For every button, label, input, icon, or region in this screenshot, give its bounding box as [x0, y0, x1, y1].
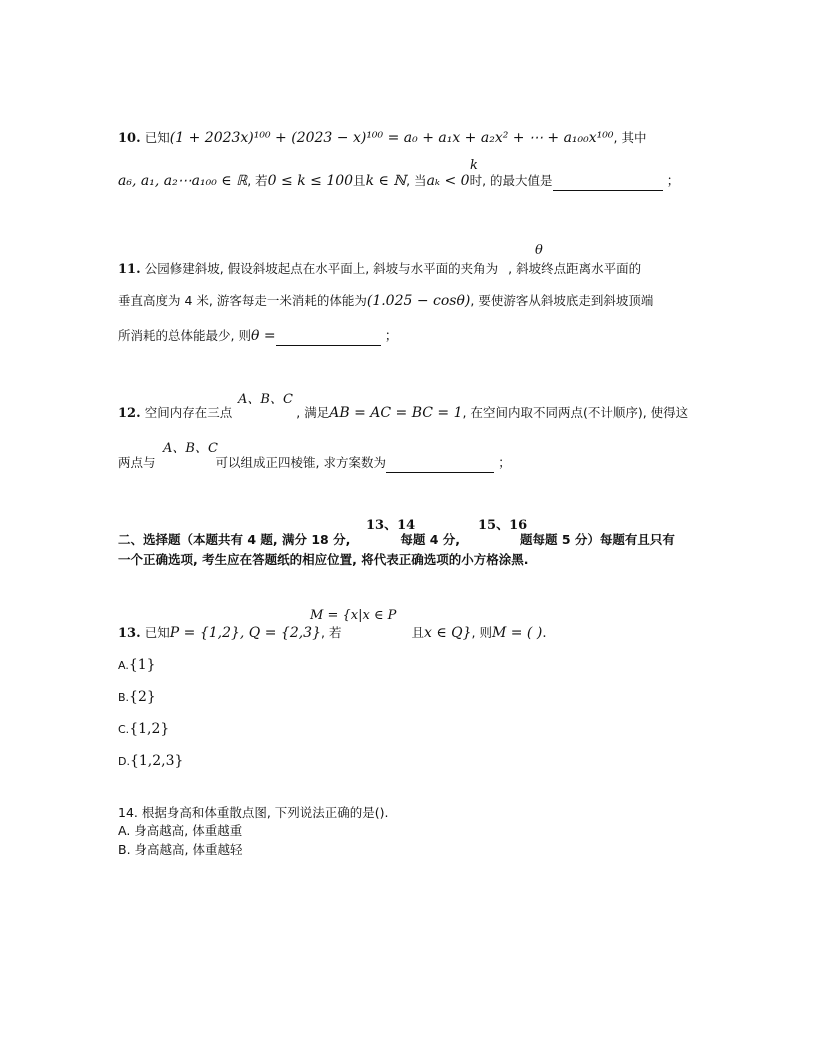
q10-math: a₆, a₁, a₂⋯a₁₀₀ ∈ ℝ	[118, 173, 248, 189]
q11-text: , 斜坡终点距离水平面的	[508, 261, 642, 276]
section2-text: 二、选择题（本题共有 4 题, 满分 18 分,	[118, 532, 351, 547]
q11-text: 所消耗的总体能最少, 则	[118, 328, 251, 343]
q10-math: aₖ < 0	[426, 173, 470, 189]
q12-math: AB = AC = BC = 1	[329, 405, 463, 421]
q10-line2	[118, 172, 680, 191]
q12-text: , 在空间内取不同两点(不计顺序), 使得这	[462, 405, 689, 420]
q10-text: 已知	[144, 130, 170, 145]
q10-text: , 若	[247, 173, 268, 188]
q10-text: 且	[353, 173, 366, 188]
q11-math: (1.025 − cosθ)	[366, 293, 471, 309]
q11-text: 垂直高度为 4 米, 游客每走一米消耗的体能为	[118, 293, 367, 308]
q12-number: 12.	[118, 406, 141, 421]
q11-text: , 要使游客从斜坡底走到斜坡顶端	[470, 293, 654, 308]
q13-text: , 若	[321, 625, 342, 640]
q14-option-b[interactable]: B. 身高越高, 体重越轻	[118, 842, 243, 857]
q10-math: k ∈ ℕ	[365, 173, 407, 189]
section2-text: 题每题 5 分）每题有且只有	[520, 532, 675, 547]
section2-q13-14: 13、14	[366, 518, 416, 533]
q11-theta-label: θ	[535, 243, 543, 258]
q13-stem	[118, 624, 546, 643]
option-value: {2}	[129, 689, 156, 705]
q14-stem: 14. 根据身高和体重散点图, 下列说法正确的是().	[118, 805, 389, 820]
q12-points-label: A、B、C	[163, 441, 218, 456]
q10-equation: (1 + 2023x)¹⁰⁰ + (2023 − x)¹⁰⁰ = a₀ + a₁x + a₂x² + ⋯ + a₁₀₀x¹⁰⁰	[169, 130, 614, 146]
q10-answer-blank[interactable]	[553, 176, 663, 191]
q12-line2	[118, 454, 511, 473]
option-value: {1,2,3}	[129, 753, 184, 769]
q14-option-a[interactable]: A. 身高越高, 体重越重	[118, 823, 243, 838]
section2-text: 每题 4 分,	[400, 532, 461, 547]
q11-text: 公园修建斜坡, 假设斜坡起点在水平面上, 斜坡与水平面的夹角为	[144, 261, 499, 276]
q13-math: P = {1,2}, Q = {2,3}	[169, 625, 321, 641]
q11-line2	[118, 292, 653, 311]
option-label: B.	[118, 691, 130, 704]
option-value: {1,2}	[129, 721, 170, 737]
q12-points-label: A、B、C	[238, 392, 293, 407]
q10-end: ；	[666, 174, 680, 189]
section2-line1	[118, 531, 675, 549]
q13-math: x ∈ Q}	[423, 625, 472, 641]
q13-option-c[interactable]	[118, 720, 169, 739]
section2-line2: 一个正确选项, 考生应在答题纸的相应位置, 将代表正确选项的小方格涂黑.	[118, 552, 529, 567]
q13-answer-paren: M = ( )	[491, 625, 543, 641]
q11-line1	[118, 260, 641, 279]
q13-set-definition: M = {x|x ∈ P	[310, 608, 397, 623]
q10-text: , 其中	[613, 130, 647, 145]
q10-math: 0 ≤ k ≤ 100	[267, 173, 354, 189]
q13-text: , 则	[471, 625, 492, 640]
q11-line3	[118, 327, 398, 346]
q10-text: 的最大值是	[486, 173, 553, 188]
option-label: C.	[118, 723, 130, 736]
q12-text: 可以组成正四棱锥, 求方案数为	[215, 455, 386, 470]
q13-option-a[interactable]	[118, 656, 156, 675]
q11-number: 11.	[118, 262, 141, 277]
q10-line1	[118, 129, 646, 148]
q11-end: ；	[384, 329, 398, 344]
q10-number: 10.	[118, 131, 141, 146]
q13-text: 已知	[144, 625, 170, 640]
q10-text: , 当	[406, 173, 427, 188]
q13-number: 13.	[118, 626, 141, 641]
q12-text: 两点与	[118, 455, 156, 470]
q13-option-b[interactable]	[118, 688, 156, 707]
q13-option-d[interactable]	[118, 752, 183, 771]
q13-period: .	[542, 626, 547, 641]
q11-answer-blank[interactable]	[276, 331, 381, 346]
q12-end: ；	[498, 456, 512, 471]
q10-text: 时,	[469, 173, 487, 188]
q12-text: 空间内存在三点	[144, 405, 233, 420]
option-label: D.	[118, 755, 130, 768]
q11-math: θ =	[250, 328, 276, 344]
q12-answer-blank[interactable]	[386, 458, 494, 473]
option-value: {1}	[128, 657, 156, 673]
section2-q15-16: 15、16	[478, 518, 528, 533]
option-label: A.	[118, 659, 129, 672]
q10-k-label: k	[470, 158, 478, 173]
q12-text: , 满足	[296, 405, 330, 420]
q13-text: 且	[411, 625, 424, 640]
q12-line1	[118, 404, 688, 423]
